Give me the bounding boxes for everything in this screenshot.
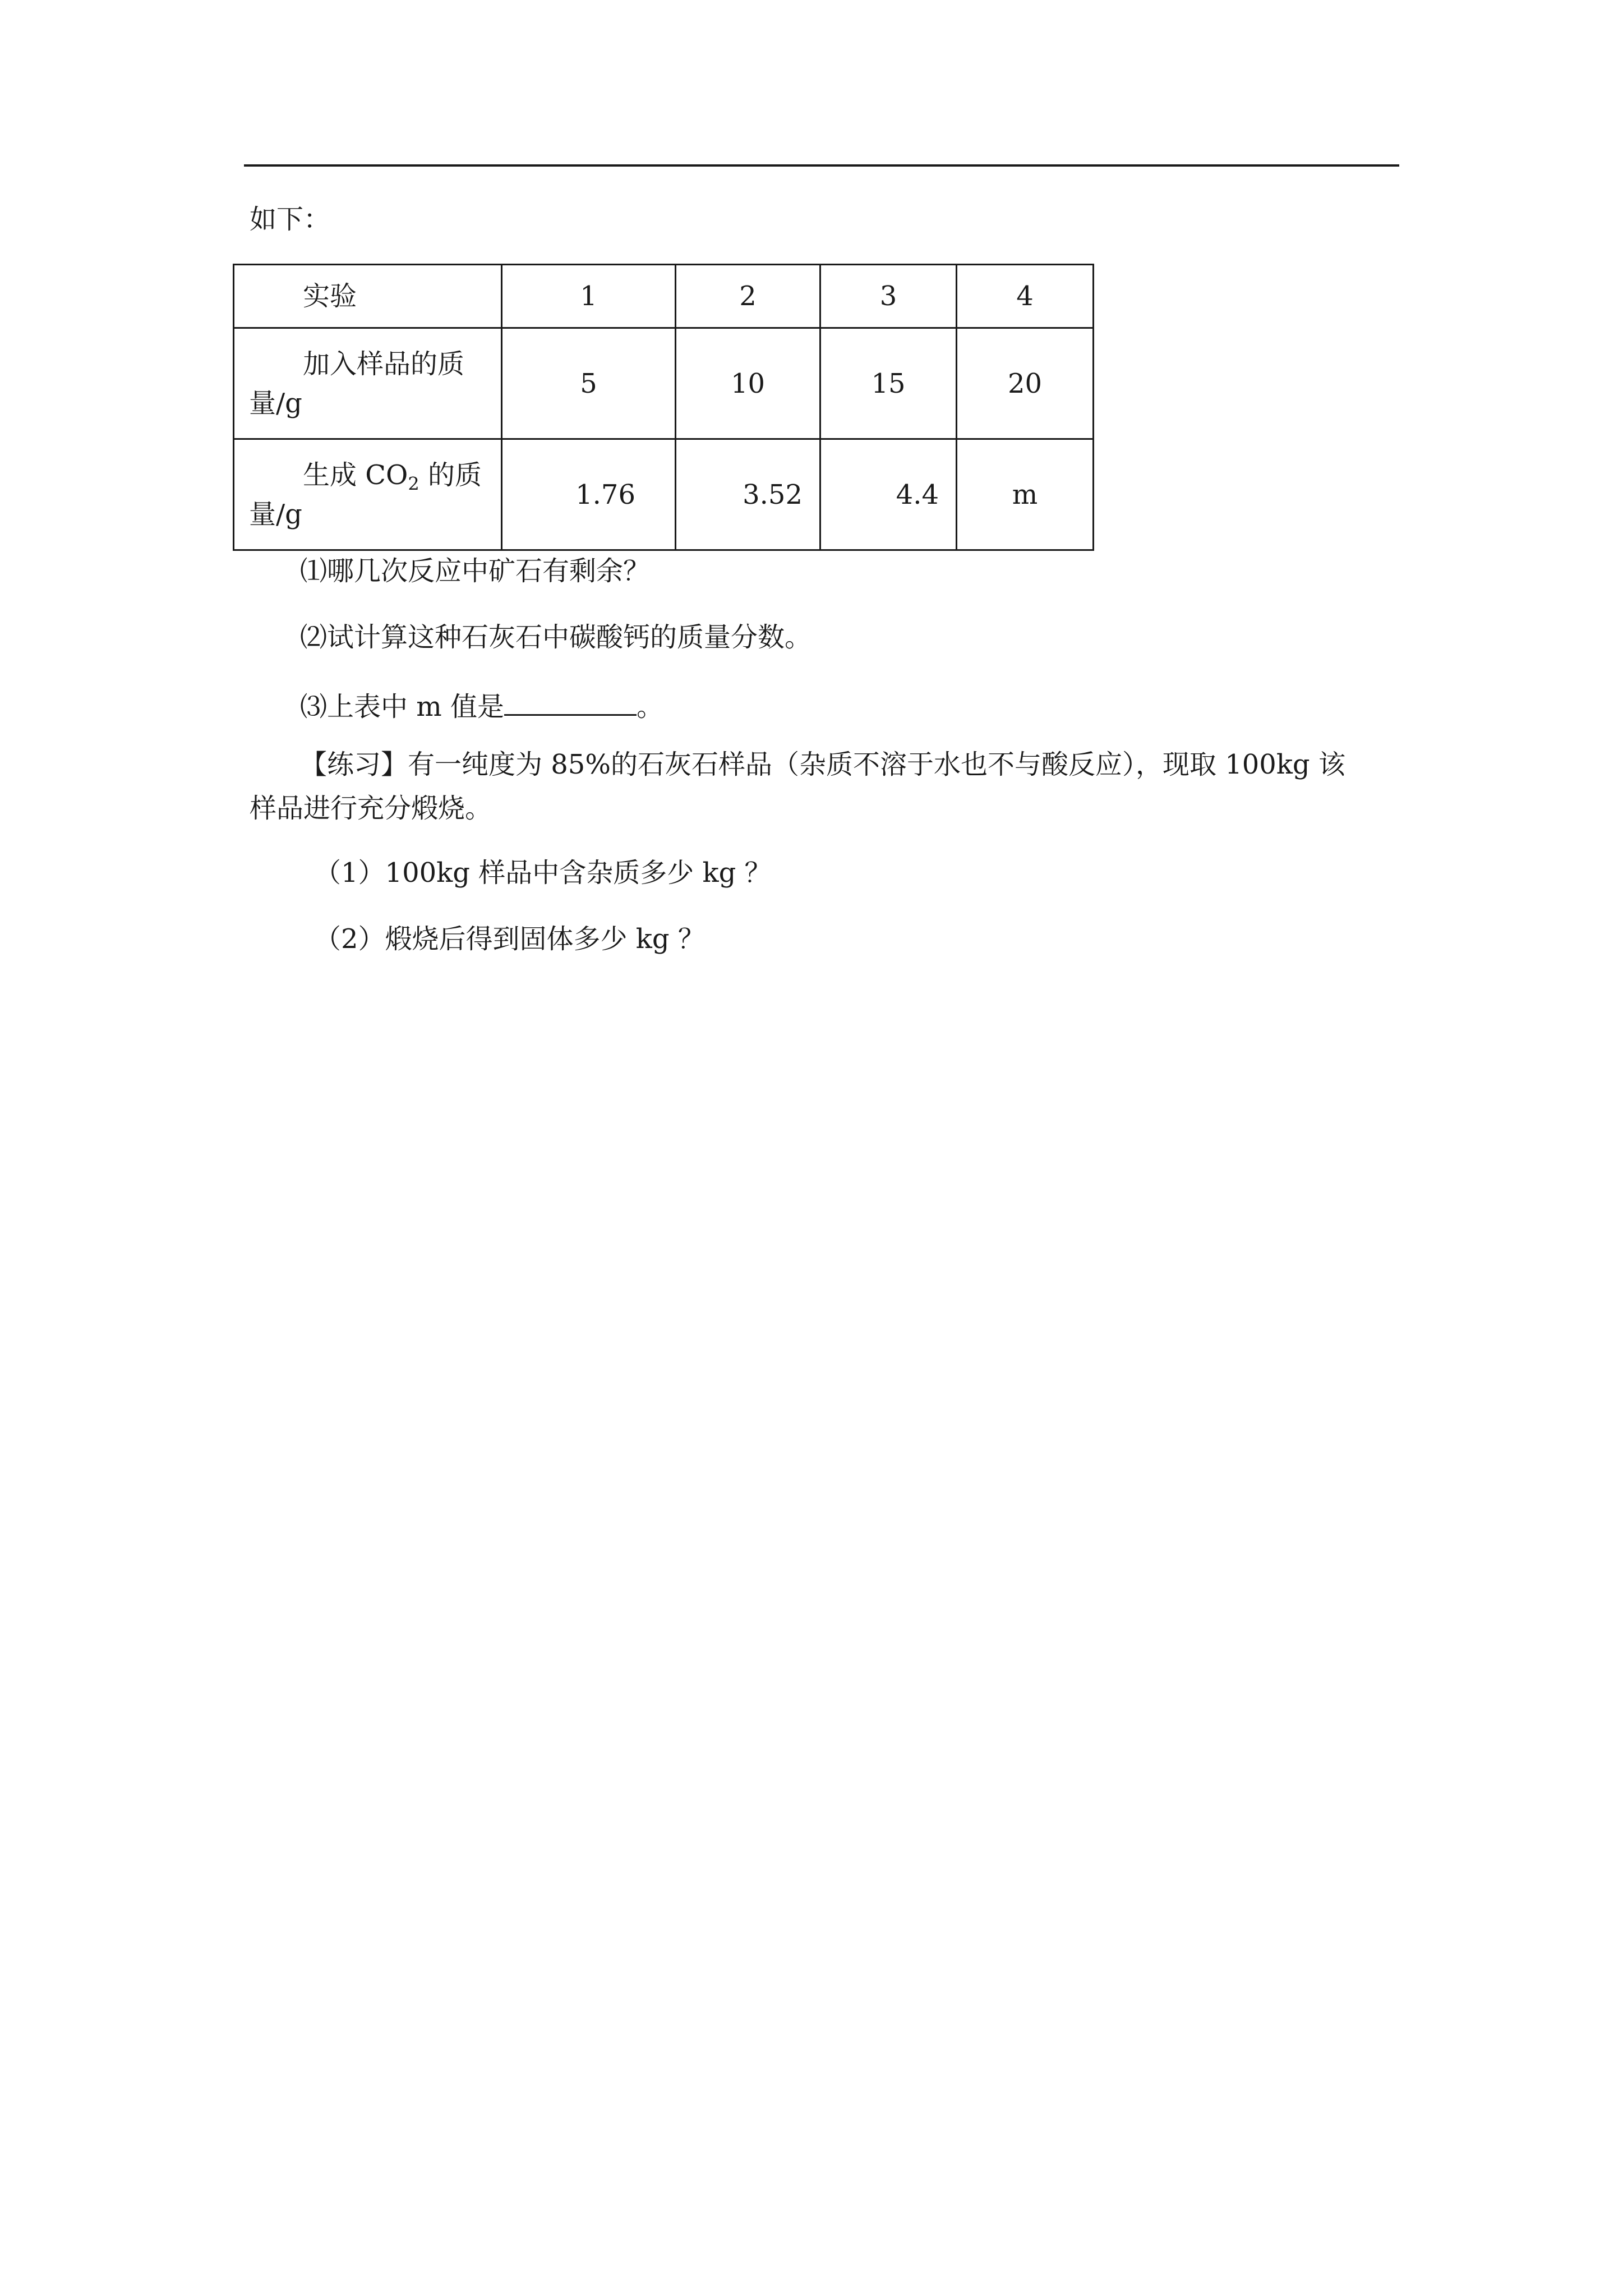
question-1: ⑴哪几次反应中矿石有剩余？ — [300, 555, 651, 587]
row-header-co2-mass: 生成 $CO_2$ 的质 量/g — [234, 439, 502, 550]
practice-line-2: 样品进行充分煅烧。 — [250, 793, 492, 824]
practice-question-2: （2）煅烧后得到固体多少 kg ？ — [314, 923, 705, 955]
practice-question-1: （1）100kg 样品中含杂质多少 kg ？ — [314, 857, 772, 889]
table-cell: 20 — [957, 328, 1094, 439]
row-header-experiment: 实验 — [234, 265, 502, 328]
table-cell: 3.52 — [676, 439, 820, 550]
header-rule — [244, 164, 1399, 167]
table-cell: 4 — [957, 265, 1094, 328]
table-row — [234, 328, 1094, 439]
table-cell: 15 — [820, 328, 957, 439]
question-2: ⑵试计算这种石灰石中碳酸钙的质量分数。 — [300, 622, 812, 653]
table-cell: 1.76 — [502, 439, 676, 550]
table-row — [234, 265, 1094, 328]
answer-blank — [504, 685, 637, 716]
table-cell: 3 — [820, 265, 957, 328]
row-header-sample-mass: 加入样品的质 量/g — [234, 328, 502, 439]
question-3: ⑶上表中 m 值是 。 — [300, 685, 663, 725]
table-cell: 1 — [502, 265, 676, 328]
table-row — [234, 439, 1094, 550]
table-cell: 2 — [676, 265, 820, 328]
table-cell: 5 — [502, 328, 676, 439]
table-cell: 10 — [676, 328, 820, 439]
experiment-table — [233, 264, 1094, 551]
table-cell: 4.4 — [820, 439, 957, 550]
table-cell: m — [957, 439, 1094, 550]
practice-line-1: 【练习】有一纯度为 85%的石灰石样品（杂质不溶于水也不与酸反应），现取 100kg 该 — [300, 749, 1345, 780]
intro-text: 如下： — [250, 204, 331, 235]
